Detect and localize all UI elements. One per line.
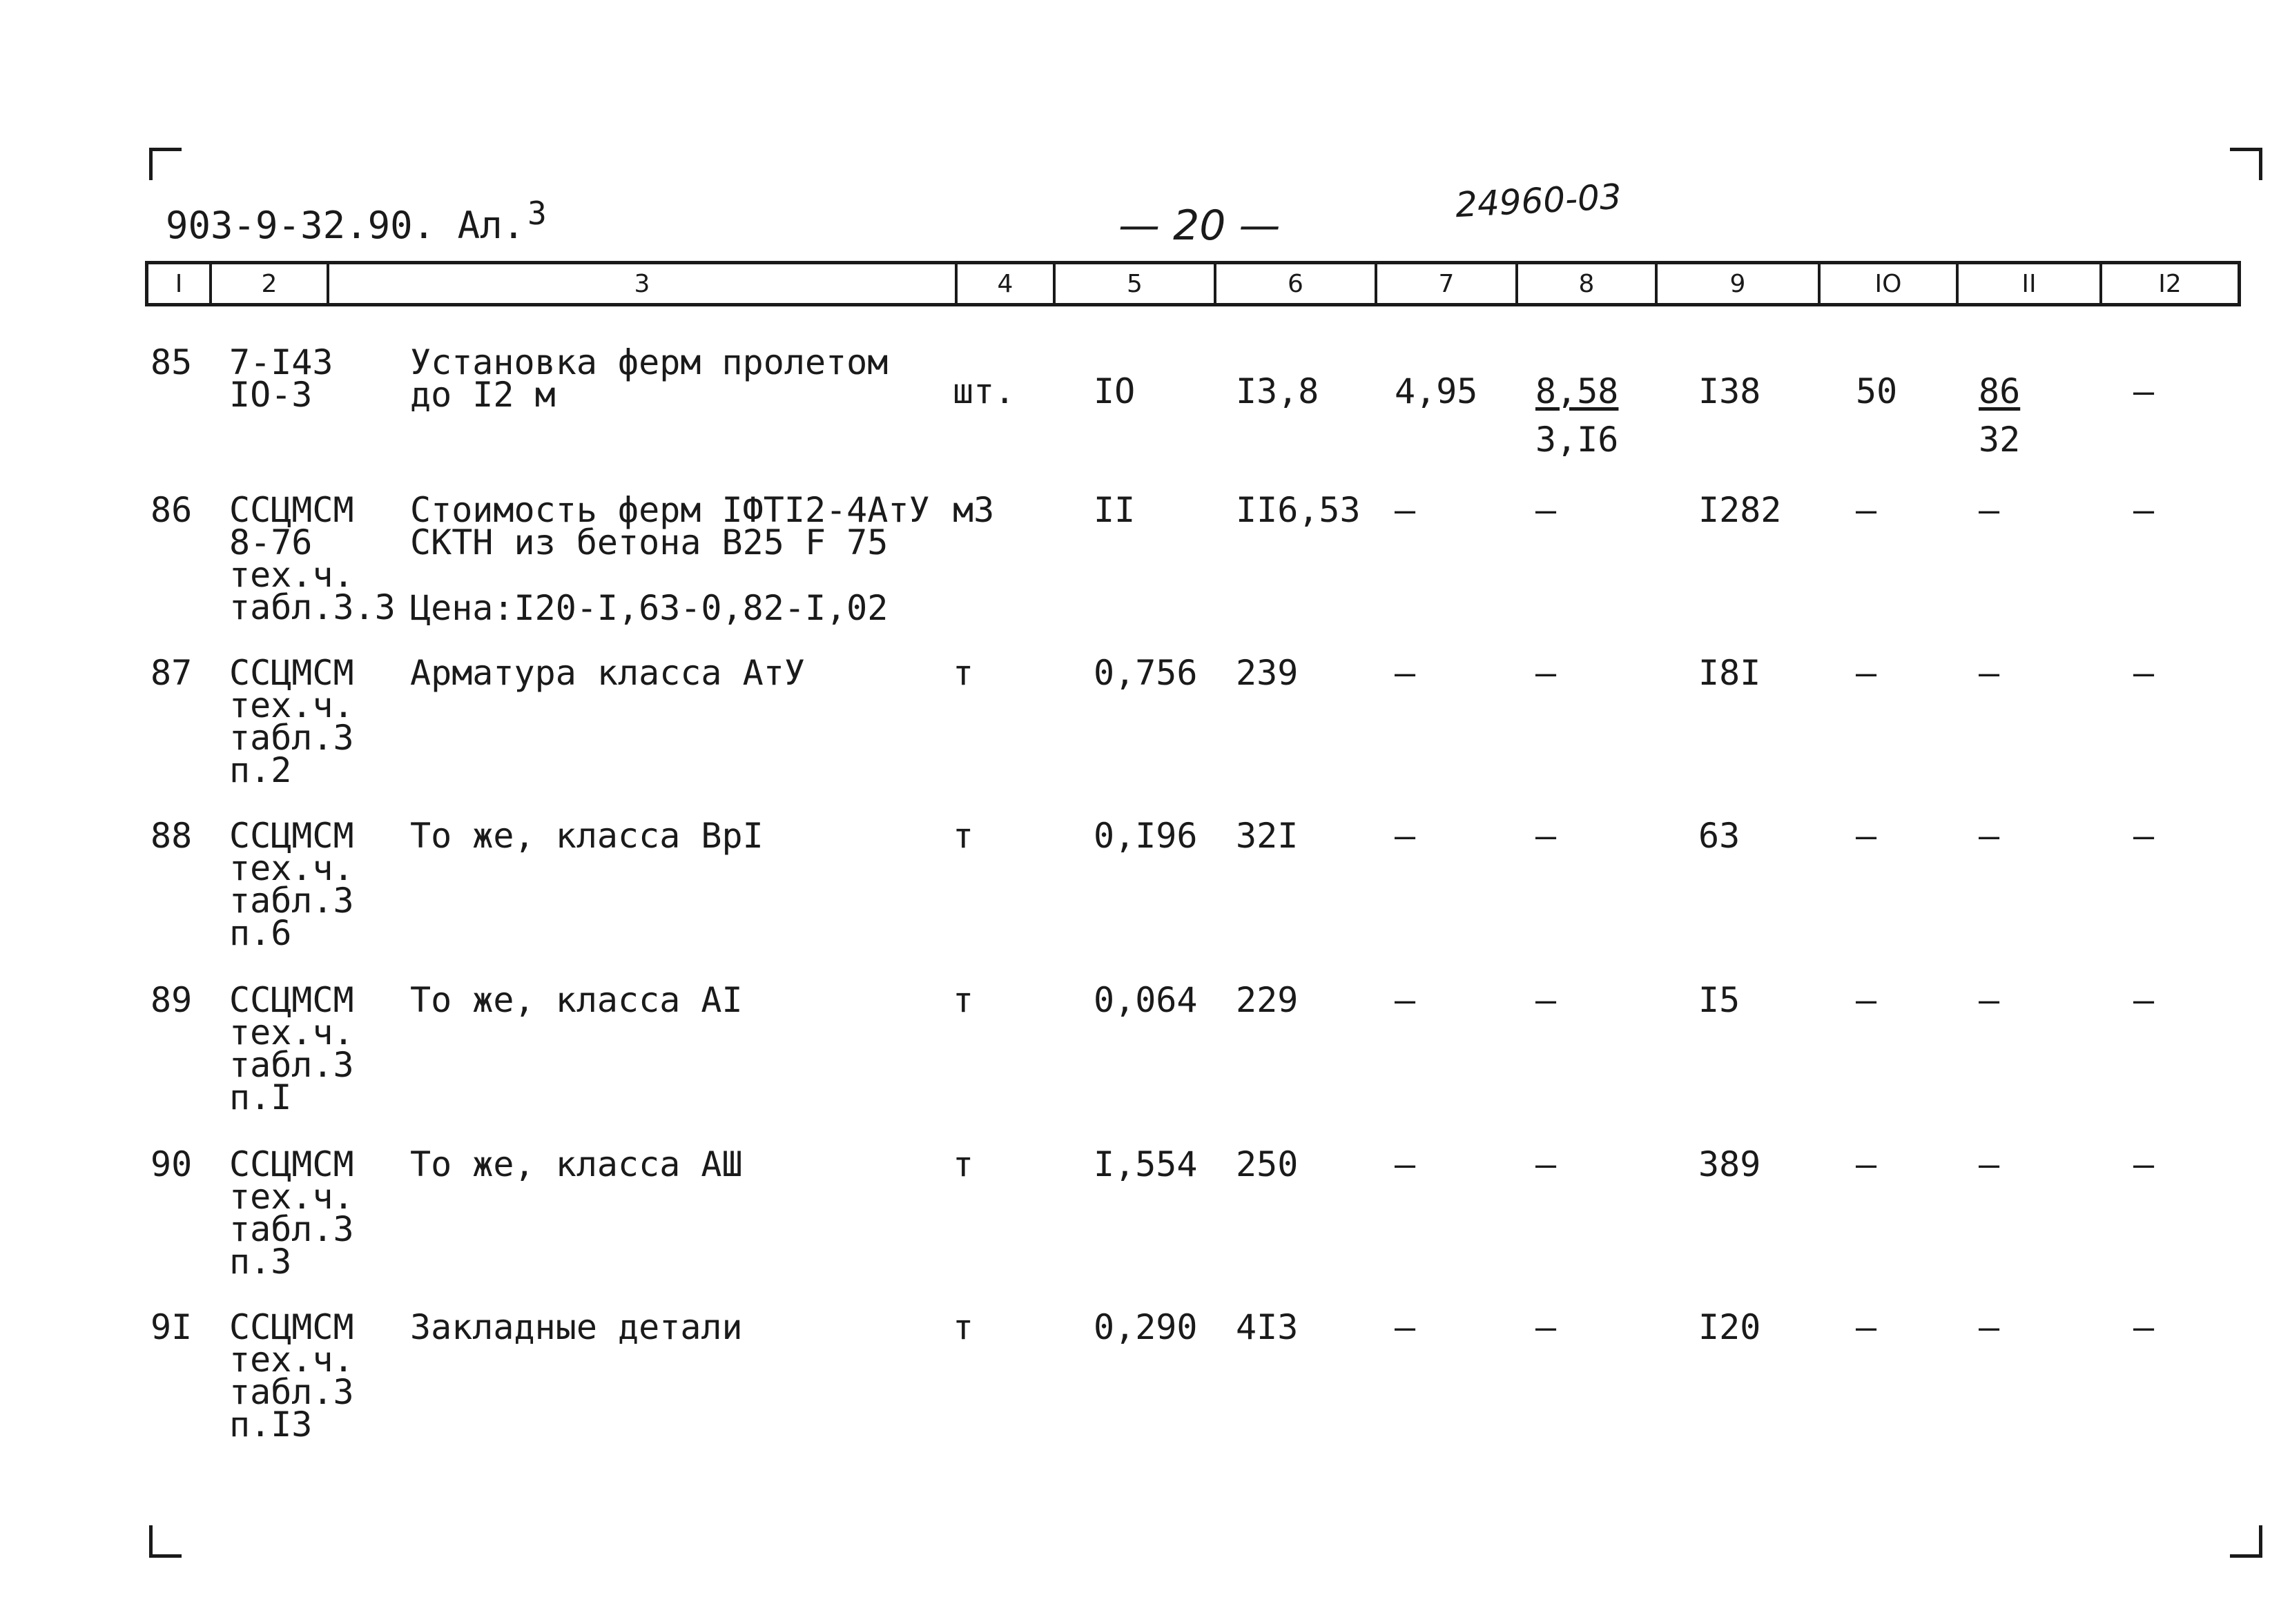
- column-header-1: I: [148, 264, 212, 303]
- cell-c7: –: [1395, 980, 1416, 1020]
- column-header-7: 7: [1377, 264, 1518, 303]
- cell-c8: –: [1535, 980, 1557, 1020]
- cell-unit: т: [953, 1307, 974, 1347]
- cell-code: ССЦМСМ тех.ч. табл.3 п.I3: [229, 1307, 354, 1445]
- cell-c12: –: [2133, 816, 2155, 856]
- cell-unit: т: [953, 816, 974, 856]
- column-header-11: II: [1959, 264, 2102, 303]
- cell-unit: м3: [953, 490, 995, 530]
- cell-unit: шт.: [953, 371, 1016, 411]
- cell-qty: II: [1094, 490, 1136, 530]
- cell-c7: –: [1395, 1144, 1416, 1184]
- column-header-4: 4: [958, 264, 1056, 303]
- cell-name: Стоимость ферм IФТI2-4АтУ СКТН из бетона В25 F 75: [410, 490, 930, 562]
- cell-c12: –: [2133, 1307, 2155, 1347]
- cell-c8-second-line: 3,I6: [1535, 420, 1619, 460]
- cell-c10: 50: [1856, 371, 1898, 411]
- cell-name: То же, класса АI: [410, 980, 743, 1020]
- cell-c9: 389: [1698, 1144, 1761, 1184]
- cell-c7: –: [1395, 1307, 1416, 1347]
- cell-price: 4I3: [1236, 1307, 1299, 1347]
- cell-c12: –: [2133, 1144, 2155, 1184]
- cell-code: ССЦМСМ тех.ч. табл.3 п.2: [229, 653, 354, 790]
- cell-code: 7-I43 IO-3: [229, 342, 333, 415]
- cell-price: 250: [1236, 1144, 1299, 1184]
- column-header-5: 5: [1056, 264, 1216, 303]
- cell-price: 239: [1236, 653, 1299, 693]
- cell-c11-second-line: 32: [1979, 420, 2021, 460]
- cell-c10: –: [1856, 653, 1877, 693]
- cell-c11: –: [1979, 816, 2000, 856]
- cell-price: I3,8: [1236, 371, 1319, 411]
- page-number: — 20 —: [1118, 202, 1281, 250]
- cell-c9: I8I: [1698, 653, 1761, 693]
- cell-c9: 63: [1698, 816, 1740, 856]
- cell-code: ССЦМСМ тех.ч. табл.3 п.I: [229, 980, 354, 1117]
- cell-c10: –: [1856, 816, 1877, 856]
- cell-c8: –: [1535, 816, 1557, 856]
- cell-c8: –: [1535, 1144, 1557, 1184]
- column-header-10: IO: [1821, 264, 1959, 303]
- cell-c7: 4,95: [1395, 371, 1478, 411]
- cell-c8: –: [1535, 653, 1557, 693]
- cell-c7: –: [1395, 490, 1416, 530]
- cell-c9: I38: [1698, 371, 1761, 411]
- cell-c11: –: [1979, 490, 2000, 530]
- crop-mark-bottom-right: [2230, 1525, 2262, 1558]
- cell-c8: 8,58: [1535, 371, 1619, 411]
- cell-c10: –: [1856, 1307, 1877, 1347]
- cell-c10: –: [1856, 980, 1877, 1020]
- cell-c11: 86: [1979, 371, 2021, 411]
- cell-name: То же, класса АШ: [410, 1144, 743, 1184]
- cell-c11: –: [1979, 1307, 2000, 1347]
- cell-unit: т: [953, 653, 974, 693]
- cell-num: 85: [151, 342, 193, 382]
- crop-mark-bottom-left: [149, 1525, 182, 1558]
- column-header-3: 3: [329, 264, 958, 303]
- cell-num: 86: [151, 490, 193, 530]
- cell-name: Установка ферм пролетом до I2 м: [410, 342, 889, 415]
- cell-name: Закладные детали: [410, 1307, 743, 1347]
- cell-qty: IO: [1094, 371, 1136, 411]
- column-header-9: 9: [1658, 264, 1821, 303]
- cell-qty: 0,756: [1094, 653, 1198, 693]
- cell-num: 89: [151, 980, 193, 1020]
- cell-c10: –: [1856, 1144, 1877, 1184]
- document-code: [166, 195, 547, 247]
- cell-name-price-line: Цена:I20-I,63-0,82-I,02: [410, 588, 889, 628]
- crop-mark-top-right: [2230, 148, 2262, 180]
- column-header-row: [145, 261, 2241, 306]
- cell-num: 9I: [151, 1307, 193, 1347]
- cell-c7: –: [1395, 653, 1416, 693]
- registration-stamp: 24960-03: [1454, 176, 1623, 226]
- cell-c12: –: [2133, 980, 2155, 1020]
- cell-num: 87: [151, 653, 193, 693]
- cell-c12: –: [2133, 490, 2155, 530]
- cell-c12: –: [2133, 653, 2155, 693]
- cell-code: ССЦМСМ 8-76 тех.ч. табл.3.3: [229, 490, 396, 627]
- cell-num: 88: [151, 816, 193, 856]
- cell-unit: т: [953, 980, 974, 1020]
- cell-name: Арматура класса АтУ: [410, 653, 805, 693]
- cell-unit: т: [953, 1144, 974, 1184]
- document-code-text: 903-9-32.90. Ал.: [166, 204, 525, 247]
- cell-c10: –: [1856, 490, 1877, 530]
- cell-c11: –: [1979, 653, 2000, 693]
- cell-code: ССЦМСМ тех.ч. табл.3 п.3: [229, 1144, 354, 1282]
- cell-price: 32I: [1236, 816, 1299, 856]
- crop-mark-top-left: [149, 148, 182, 180]
- cell-qty: 0,I96: [1094, 816, 1198, 856]
- cell-c12: –: [2133, 371, 2155, 411]
- cell-price: 229: [1236, 980, 1299, 1020]
- cell-num: 90: [151, 1144, 193, 1184]
- cell-qty: 0,064: [1094, 980, 1198, 1020]
- column-header-2: 2: [212, 264, 329, 303]
- cell-c8: –: [1535, 1307, 1557, 1347]
- cell-c11: –: [1979, 1144, 2000, 1184]
- cell-c9: I5: [1698, 980, 1740, 1020]
- cell-c9: I20: [1698, 1307, 1761, 1347]
- cell-name: То же, класса ВрI: [410, 816, 764, 856]
- column-header-6: 6: [1216, 264, 1377, 303]
- cell-qty: 0,290: [1094, 1307, 1198, 1347]
- cell-c9: I282: [1698, 490, 1782, 530]
- column-header-8: 8: [1518, 264, 1658, 303]
- document-sheet: 3: [527, 195, 547, 232]
- cell-code: ССЦМСМ тех.ч. табл.3 п.6: [229, 816, 354, 953]
- cell-c8: –: [1535, 490, 1557, 530]
- cell-qty: I,554: [1094, 1144, 1198, 1184]
- cell-c11: –: [1979, 980, 2000, 1020]
- column-header-12: I2: [2158, 269, 2182, 298]
- cell-price: II6,53: [1236, 490, 1361, 530]
- cell-c7: –: [1395, 816, 1416, 856]
